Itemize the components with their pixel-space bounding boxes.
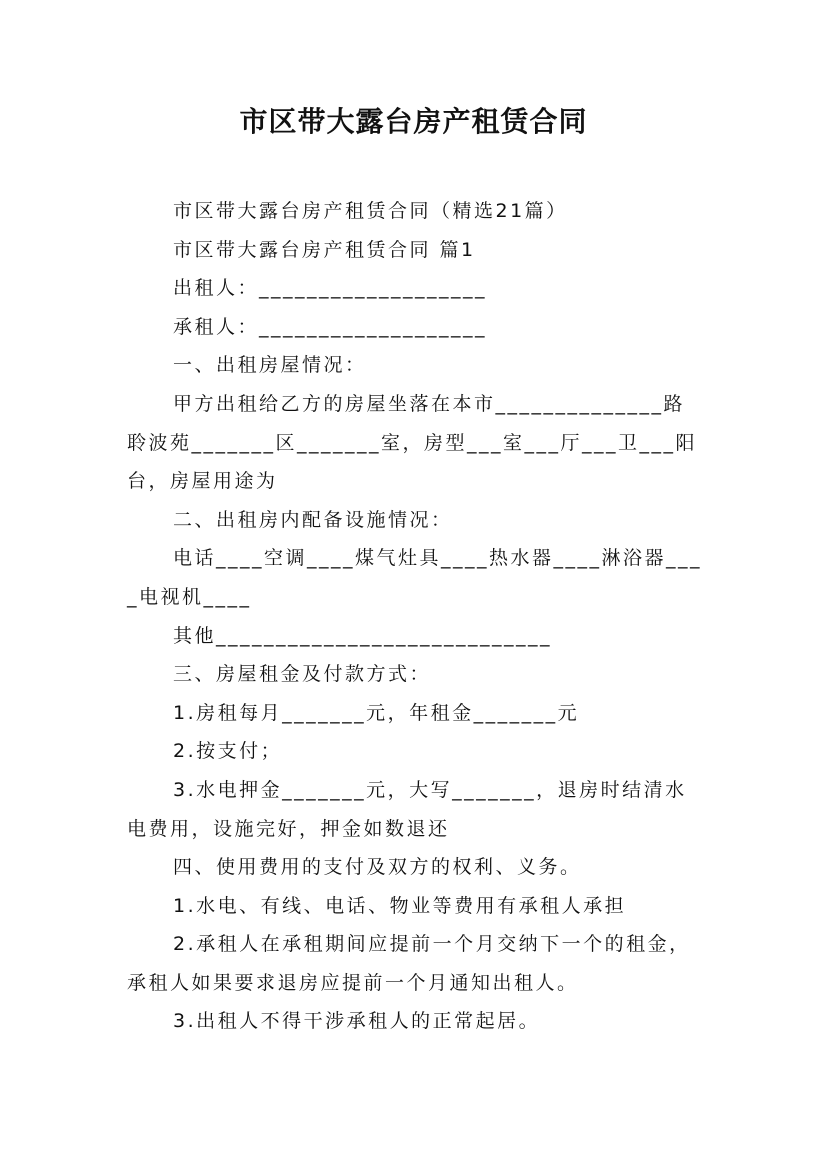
property-description-paragraph: 甲方出租给乙方的房屋坐落在本市______________路聆波苑_______区_______室，房型___室___厅___卫___阳台，房屋用途为: [127, 392, 698, 493]
payment-line: 2.按支付；: [173, 740, 283, 763]
subtitle-paragraph: 市区带大露台房产租赁合同（精选21篇）: [173, 200, 568, 222]
non-interference-line: 3.出租人不得干涉承租人的正常起居。: [173, 1010, 541, 1033]
lessee-line: 承租人：___________________: [173, 315, 488, 338]
other-facilities-line: 其他____________________________: [173, 624, 553, 647]
section-heading-paragraph: 市区带大露台房产租赁合同 篇1: [173, 238, 476, 261]
deposit-paragraph: 3.水电押金_______元，大写_______，退房时结清水电费用，设施完好，押金如数退还: [127, 778, 687, 840]
advance-rent-paragraph: 2.承租人在承租期间应提前一个月交纳下一个的租金，承租人如果要求退房应提前一个月通知出租人。: [127, 933, 691, 994]
clause-heading-3: 三、房屋租金及付款方式：: [173, 663, 432, 686]
lessor-line: 出租人：___________________: [173, 277, 488, 300]
document-body: [127, 192, 703, 1041]
rent-amount-line: 1.房租每月_______元，年租金_______元: [173, 701, 580, 724]
clause-heading-1: 一、出租房屋情况：: [173, 354, 367, 377]
utilities-line: 1.水电、有线、电话、物业等费用有承租人承担: [173, 894, 627, 917]
clause-heading-2: 二、出租房内配备设施情况：: [173, 508, 453, 531]
document-title: 市区带大露台房产租赁合同: [239, 105, 588, 138]
clause-heading-4: 四、使用费用的支付及双方的权利、义务。: [173, 856, 582, 879]
facilities-paragraph: 电话____空调____煤气灶具____热水器____淋浴器____电视机____: [127, 547, 703, 608]
